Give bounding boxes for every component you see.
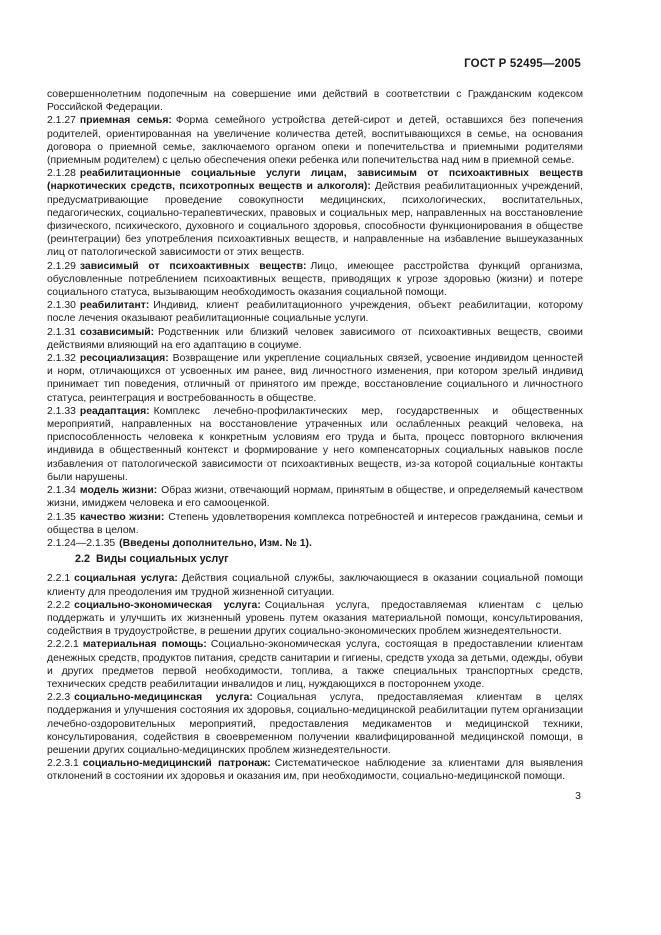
- definition-item: [47, 599, 583, 639]
- continuation-text: совершеннолетним подопечным на совершение ими действий в соответствии с Гражданским кодексом Российской Федерации.: [47, 89, 583, 114]
- definition-item: [47, 484, 583, 510]
- definition-item: [47, 638, 583, 691]
- definition-item: [47, 114, 583, 167]
- definitions-list-b: [47, 572, 583, 783]
- definition-number: 2.1.27: [47, 115, 76, 127]
- definition-item: [47, 352, 583, 405]
- definition-item: [47, 757, 583, 783]
- definition-text: Образ жизни, отвечающий нормам, принятым в обществе, и определяемый качеством жизни, имиджем человека и его самооценкой.: [47, 485, 583, 510]
- definition-text: Комплекс лечебно-профилактических мер, государственных и общественных мероприятий, направленных на восстановление утраченных или ослабленных реакций человека, на приспособленность человека к конкретным условиям его труда и быта, процесс повторного включения индивида в общественный контекст и формирование у него компенсаторных социальных навыков после избавления от патологической зависимости от психоактивных веществ, из-за которой социальные контакты были нарушены.: [47, 405, 583, 483]
- definition-number: 2.2.3.1: [47, 758, 79, 770]
- definition-item: [47, 260, 583, 300]
- definition-text: Социальная услуга, предоставляемая клиентам в целях поддержания и улучшения состояния их здоровья, социально-медицинской реабилитации путем организации лечебно-оздоровительных мероприятий, предоставления медикаментов и медицинской техники, консультирования, содействия в своевременном получении квалифицированной медицинской помощи, в решении других социально-медицинских проблем жизнедеятельности.: [47, 692, 583, 756]
- definition-text: Форма семейного устройства детей-сирот и детей, оставшихся без попечения родителей, ориентированная на увеличение количества детей, воспитывающихся в семье, на основания договора о приемной семье, заключаемого органом опеки и попечительства и приемными родителями (приемным родителем) с целью обеспечения опеки ребенка или попечительства над ним в приемной семье.: [47, 115, 583, 167]
- definition-number: 2.2.2.1: [47, 639, 79, 651]
- definition-item: [47, 405, 583, 484]
- definition-number: 2.1.32: [47, 353, 76, 365]
- definition-term: качество жизни:: [79, 511, 165, 523]
- definition-number: 2.1.31: [47, 326, 76, 338]
- document-body: [47, 88, 583, 784]
- definition-term: социальная услуга:: [74, 573, 178, 585]
- definition-item: [47, 511, 583, 537]
- amendment-text: (Введены дополнительно, Изм. № 1).: [119, 537, 312, 549]
- definition-text: Возвращение или укрепление социальных связей, усвоение индивидом ценностей и норм, отличающихся от усвоенных им ранее, вид личностного изменения, при котором зрелый индивид принимает тип поведения, отличный от принятого им прежде, восстановление социального и личностного статуса, реинтеграция и востребованность в обществе.: [47, 353, 583, 404]
- definition-text: Действия социальной службы, заключающиеся в оказании социальной помощи клиенту для преодоления им трудной жизненной ситуации.: [47, 573, 583, 598]
- definition-text: Систематическое наблюдение за клиентами для выявления отклонений в состоянии их здоровья и оказания им, при необходимости, социально-медицинской помощи.: [47, 758, 583, 783]
- definition-number: 2.2.3: [47, 692, 71, 704]
- definition-number: 2.1.33: [47, 405, 76, 417]
- definition-term: материальная помощь:: [82, 639, 207, 651]
- definition-term: приемная семья:: [79, 115, 172, 127]
- definition-text: Социально-экономическая услуга, состоящая в предоставлении клиентам денежных средств, продуктов питания, средств санитарии и гигиены, средств ухода за детьми, одежды, обуви и других предметов первой необходимости, топлива, а также специальных транспортных средств, технических средств реабилитации инвалидов и лиц, нуждающихся в постороннем уходе.: [47, 639, 583, 690]
- definition-term: модель жизни:: [79, 485, 158, 497]
- page-number: 3: [575, 790, 581, 802]
- definition-item: [47, 326, 583, 352]
- definition-term: реабилитант:: [79, 300, 150, 312]
- definition-number: 2.1.35: [47, 511, 76, 523]
- definition-term: реабилитационные социальные услуги лицам, зависимым от психоактивных веществ (наркотических средств, психотропных веществ и алкоголя):: [47, 168, 583, 193]
- definition-number: 2.1.34: [47, 485, 76, 497]
- definition-text: Лицо, имеющее расстройства функций организма, обусловленные потреблением психоактивных веществ, приводящих к угрозе здоровью (жизни) и потере социального статуса, вызывающим необходимость оказания социальной помощи.: [47, 260, 583, 299]
- amendment-range: 2.1.24—2.1.35: [47, 537, 116, 549]
- definition-item: [47, 572, 583, 598]
- amendment-note: [47, 537, 583, 550]
- definition-text: Родственник или близкий человек зависимого от психоактивных веществ, своими действиями влияющий на его адаптацию в социуме.: [47, 326, 583, 351]
- definition-text: Действия реабилитационных учреждений, предусматривающие проведение совокупности медицинских, психологических, воспитательных, педагогических, социально-терапевтических, правовых и социальных мер, направленных на восстановление физического, психического, духовного и социального здоровья, способности функционирования в обществе (реинтеграции) без употребления психоактивных веществ, и направленные на избавление вышеуказанных лиц от патологической зависимости от этих веществ.: [47, 181, 583, 259]
- definition-text: Степень удовлетворения комплекса потребностей и интересов гражданина, семьи и общества в целом.: [47, 511, 583, 536]
- definition-number: 2.1.30: [47, 300, 76, 312]
- definition-text: Социальная услуга, предоставляемая клиентам с целью поддержать и улучшить их жизненный уровень путем оказания материальной помощи, консультирования, содействия в трудоустройстве, в решении других социально-экономических проблем жизнедеятельности.: [47, 599, 583, 638]
- definition-term: социально-медицинская услуга:: [74, 692, 253, 704]
- section-heading: [75, 553, 583, 566]
- definition-term: социально-экономическая услуга:: [74, 599, 261, 611]
- definition-number: 2.1.28: [47, 168, 76, 180]
- definitions-list-a: [47, 114, 583, 537]
- section-title: Виды социальных услуг: [96, 553, 229, 566]
- definition-text: Индивид, клиент реабилитационного учреждения, объект реабилитации, которому после лечения оказывают реабилитационные социальные услуги.: [47, 300, 583, 325]
- definition-term: созависимый:: [79, 326, 155, 338]
- definition-item: [47, 167, 583, 259]
- definition-number: 2.1.29: [47, 260, 76, 272]
- definition-item: [47, 691, 583, 757]
- definition-term: реадаптация:: [79, 405, 150, 417]
- definition-number: 2.2.1: [47, 573, 71, 585]
- definition-item: [47, 299, 583, 325]
- definition-term: социально-медицинский патронаж:: [82, 758, 271, 770]
- definition-number: 2.2.2: [47, 599, 71, 611]
- definition-term: зависимый от психоактивных веществ:: [79, 260, 307, 272]
- definition-term: ресоциализация:: [79, 353, 169, 365]
- section-number: 2.2: [75, 553, 91, 566]
- standard-header: ГОСТ Р 52495—2005: [464, 58, 581, 70]
